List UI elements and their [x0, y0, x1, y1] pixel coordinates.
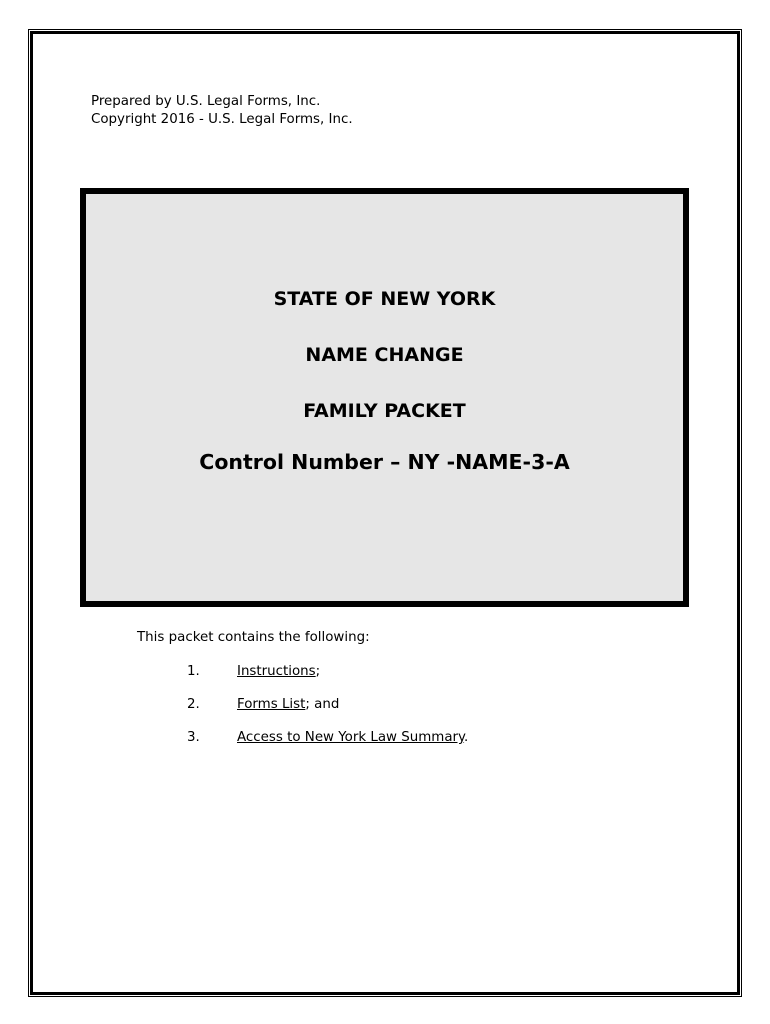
- copyright-text: Copyright 2016 - U.S. Legal Forms, Inc.: [91, 112, 353, 127]
- instructions-link[interactable]: Instructions: [237, 664, 316, 679]
- list-item: [187, 697, 339, 712]
- family-packet-title: FAMILY PACKET: [303, 400, 466, 422]
- state-title: STATE OF NEW YORK: [273, 288, 496, 310]
- contents-intro: This packet contains the following:: [137, 630, 370, 645]
- law-summary-link[interactable]: Access to New York Law Summary: [237, 730, 465, 745]
- list-item-suffix: ; and: [305, 697, 340, 712]
- list-item-number: 2.: [187, 697, 200, 712]
- title-box: [80, 188, 689, 607]
- control-number: Control Number – NY -NAME-3-A: [199, 450, 570, 474]
- forms-list-link[interactable]: Forms List: [237, 697, 306, 712]
- preparer-info: [91, 93, 353, 129]
- list-item-suffix: .: [464, 730, 469, 745]
- list-item-number: 1.: [187, 664, 200, 679]
- list-item-suffix: ;: [315, 664, 321, 679]
- list-item: [187, 730, 468, 745]
- prepared-by-text: Prepared by U.S. Legal Forms, Inc.: [91, 94, 321, 109]
- list-item-number: 3.: [187, 730, 200, 745]
- list-item: [187, 664, 320, 679]
- name-change-title: NAME CHANGE: [305, 344, 464, 366]
